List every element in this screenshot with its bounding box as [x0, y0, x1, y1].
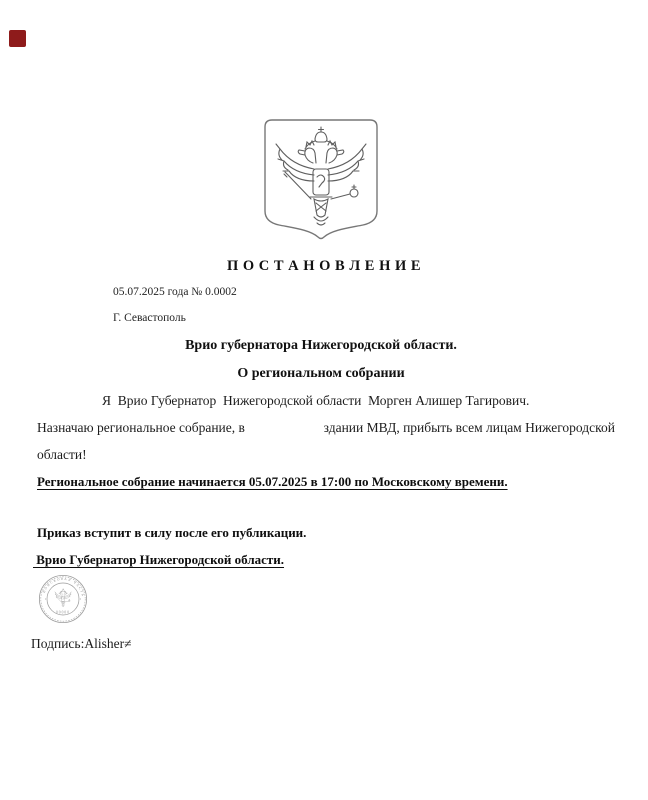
effective-clause-line: Приказ вступит в силу после его публикации.: [37, 525, 307, 540]
signature-line: Подпись:Alisher≠: [31, 636, 132, 651]
city-line: Г. Севастополь: [113, 312, 186, 324]
stamp-arc-text: ВОЙСКОВАЯ ЧАСТЬ: [41, 576, 86, 598]
body-line-2: [37, 420, 615, 436]
red-marker: [9, 30, 26, 47]
body-line-3: области!: [37, 447, 87, 462]
body-line-2-left: Назначаю региональное собрание, в: [37, 420, 245, 435]
signer-title-line: Врио Губернатор Нижегородской области.: [33, 552, 285, 567]
body-intro-line: Я Врио Губернатор Нижегородской области Морген Алишер Тагирович.: [102, 393, 530, 408]
heading-author: Врио губернатора Нижегородской области.: [185, 338, 457, 353]
stamp-number: 00000: [56, 610, 70, 615]
russia-coat-of-arms-icon: [264, 119, 378, 242]
meeting-notice-line: Региональное собрание начинается 05.07.2025 в 17:00 по Московскому времени.: [37, 474, 508, 489]
document-title: П О С Т А Н О В Л Е Н И Е: [226, 258, 422, 274]
body-line-2-right: здании МВД, прибыть всем лицам Нижегородской: [323, 420, 615, 435]
svg-text:ВОЙСКОВАЯ ЧАСТЬ: [42, 577, 85, 598]
date-number-line: 05.07.2025 года № 0.0002: [113, 286, 237, 298]
round-seal-icon: [38, 574, 88, 624]
heading-subject: О региональном собрании: [237, 366, 405, 381]
